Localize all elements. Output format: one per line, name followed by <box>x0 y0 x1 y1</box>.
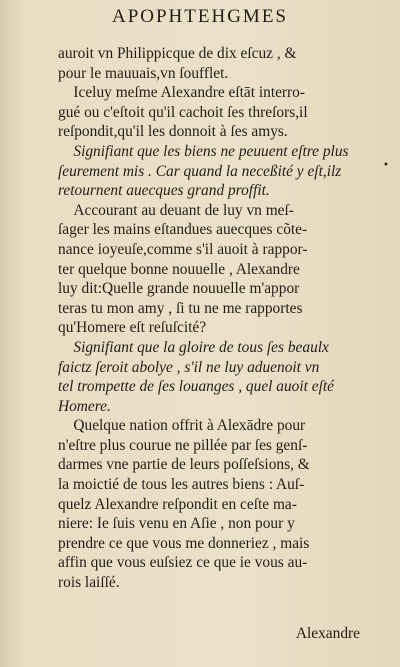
text-line: retournent auecques grand proffit. <box>58 182 270 200</box>
text-line: nance ioyeuſe,comme s'il auoit à rappor- <box>58 240 308 258</box>
body-text <box>58 44 374 593</box>
text-line: darmes vne partie de leurs poſſeſsions, & <box>58 456 310 474</box>
text-line: Iceluy meſme Alexandre eſtāt interro- <box>58 84 306 102</box>
text-line: auroit vn Philippicque de dix eſcuz , & <box>58 45 297 62</box>
text-line: pour le mauuais,vn ſoufflet. <box>58 64 229 82</box>
text-line: teras tu mon amy , ſi tu ne me rapportes <box>58 299 303 317</box>
text-line: rois laiſſé. <box>58 574 120 592</box>
text-line: Accourant au deuant de luy vn meſ- <box>58 201 294 219</box>
text-line: faictz ſeroit abolye , s'il ne luy aduenoit vn <box>58 358 320 376</box>
text-line: n'eſtre plus courue ne pillée par ſes genſ- <box>58 436 308 454</box>
text-line: ſeurement mis . Car quand la neceßité y eſt,ilz <box>58 162 342 180</box>
catchword: Alexandre <box>295 625 360 642</box>
text-line: affin que vous euſsiez ce que ie vous au- <box>58 554 308 572</box>
text-line: Quelque nation offrit à Alexādre pour <box>58 417 306 435</box>
margin-mark: • <box>383 160 389 171</box>
text-line: luy dit:Quelle grande nouuelle m'appor <box>58 280 300 298</box>
text-line: prendre ce que vous me donneriez , mais <box>58 534 310 552</box>
text-line: Signifiant que la gloire de tous ſes beaulx <box>58 338 329 356</box>
text-line: Signifiant que les biens ne peuuent eſtre plus <box>58 142 349 160</box>
running-header: APOPHTEHGMES <box>111 6 289 27</box>
text-line: qu'Homere eſt reſuſcité? <box>58 319 207 337</box>
text-line: Homere. <box>58 397 111 415</box>
text-line: reſpondit,qu'il les donnoit à ſes amys. <box>58 123 288 141</box>
text-line: niere: Ie ſuis venu en Aſie , non pour y <box>58 515 295 533</box>
text-line: la moictié de tous les autres biens : Auſ- <box>58 476 305 494</box>
text-line: gué ou c'eſtoit qu'il cachoit ſes threſors,il <box>58 103 308 121</box>
text-line: tel trompette de ſes louanges , quel auoit eſté <box>58 378 334 396</box>
text-line: quelz Alexandre reſpondit en ceſte ma- <box>58 495 297 513</box>
text-line: ſager les mains eſtandues auecques cõte- <box>58 221 308 239</box>
text-line: ter quelque bonne nouuelle , Alexandre <box>58 260 300 278</box>
